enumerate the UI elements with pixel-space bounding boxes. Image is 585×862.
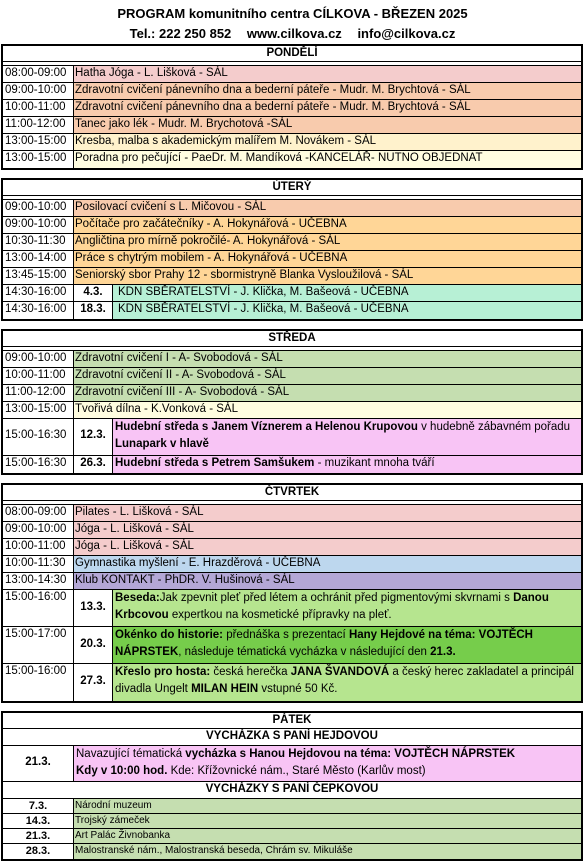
event-description (113, 456, 581, 473)
time-cell: 13:00-14:00 (3, 251, 74, 267)
event-text: expertkou na kosmetické přípravky na pleť. (168, 609, 392, 621)
activity-cell: Práce s chytrým mobilem - A. Hokynářová - UČEBNA (74, 251, 581, 267)
walk-row (3, 799, 581, 814)
activity-cell: Gymnastika myšlení - E. Hrazděrová - UČEBNA (74, 556, 581, 572)
schedule-row (3, 217, 581, 234)
time-cell: 10:00-11:30 (3, 556, 74, 572)
activity-cell: Kresba, malba s akademickým malířem M. Novákem - SÁL (74, 134, 581, 150)
walk-place: Národní muzeum (74, 799, 581, 813)
activity-cell: Poradna pro pečující - PaeDr. M. Mandíková -KANCELÁŘ- NUTNO OBJEDNAT (74, 151, 581, 168)
date-cell: 28.3. (3, 844, 74, 859)
time-cell: 14:30-16:00 (3, 285, 74, 301)
event-text: - muzikant mnoha tváří (314, 457, 435, 469)
time-cell: 14:30-16:00 (3, 302, 74, 319)
walk-place: Art Palác Živnobanka (74, 829, 581, 843)
spacer (0, 475, 585, 483)
activity-cell: Pilates - L. Lišková - SÁL (74, 505, 581, 521)
schedule-row (3, 302, 581, 319)
activity-cell: Hatha Jóga - L. Lišková - SÁL (74, 66, 581, 82)
date-cell: 13.3. (74, 590, 113, 626)
activity-cell: KDN SBĚRATELSTVÍ - J. Klička, M. Bašeová - UČEBNA (113, 302, 581, 319)
activity-cell: Tvořivá dílna - K.Vonková - SÁL (74, 402, 581, 418)
time-cell: 09:00-10:00 (3, 217, 74, 233)
time-cell: 15:00-16:30 (3, 456, 74, 473)
event-text: v hudebně zábavném pořadu (417, 421, 571, 433)
time-cell: 15:00-16:00 (3, 590, 74, 626)
activity-cell: KDN SBĚRATELSTVÍ - J. Klička, M. Bašeová - UČEBNA (113, 285, 581, 301)
date-cell: 4.3. (74, 285, 113, 301)
time-cell: 11:00-12:00 (3, 385, 74, 401)
schedule-row (3, 117, 581, 134)
page-title: PROGRAM komunitního centra CÍLKOVA - BŘEZEN 2025 (117, 6, 468, 21)
section-thursday (1, 483, 583, 703)
schedule-row (3, 385, 581, 402)
date-cell: 14.3. (3, 814, 74, 828)
time-cell: 09:00-10:00 (3, 83, 74, 99)
section-tuesday (1, 178, 583, 321)
date-cell: 12.3. (74, 419, 113, 455)
phone: Tel.: 222 250 852 (129, 26, 232, 41)
time-cell: 10:00-11:00 (3, 539, 74, 555)
time-cell: 13:00-15:00 (3, 151, 74, 168)
section-title-monday: PONDĚLÍ (3, 46, 581, 62)
event-description (113, 590, 581, 626)
activity-cell: Zdravotní cvičení II - A- Svobodová - SÁL (74, 368, 581, 384)
time-cell: 13:45-15:00 (3, 268, 74, 284)
event-text: Jak zpevnit pleť před létem a ochránit před pigmentovými skvrnami s (159, 592, 514, 604)
event-description (113, 627, 581, 663)
section-friday (1, 711, 583, 861)
event-price: vstupné 50 Kč. (258, 683, 338, 695)
event-topic: vycházka s Hanou Hejdovou na téma: VOJTĚCH NÁPRSTEK (185, 748, 516, 760)
event-title: Hudební středa s Janem Víznerem a Helenou Krupovou (115, 421, 418, 433)
event-guest: JANA ŠVANDOVÁ (290, 666, 390, 678)
schedule-row (3, 268, 581, 285)
event-title: Křeslo pro hosta: (115, 666, 211, 678)
event-text: Navazující tématická (76, 748, 186, 760)
time-cell: 08:00-09:00 (3, 66, 74, 82)
activity-cell: Zdravotní cvičení I - A- Svobodová - SÁL (74, 351, 581, 367)
event-topic: Hany Hejdové na téma: VOJTĚCH NÁPRSTEK (115, 629, 533, 658)
schedule-row (3, 556, 581, 573)
time-cell: 08:00-09:00 (3, 505, 74, 521)
event-row (3, 456, 581, 473)
event-guest: Danou Krbcovou (115, 592, 549, 621)
activity-cell: Jóga - L. Lišková - SÁL (74, 539, 581, 555)
schedule-row (3, 402, 581, 419)
event-place: Kde: Křížovnické nám., Staré Město (Karlův most) (167, 765, 426, 777)
walk-place: Trojský zámeček (74, 814, 581, 828)
event-program: Lunapark v hlavě (115, 438, 209, 450)
schedule-row (3, 351, 581, 368)
section-title-wednesday: STŘEDA (3, 331, 581, 347)
date-cell: 18.3. (74, 302, 113, 319)
section-title-tuesday: ÚTERÝ (3, 180, 581, 196)
time-cell: 13:00-15:00 (3, 402, 74, 418)
event-row (3, 627, 581, 664)
event-description (74, 746, 581, 781)
event-title: Beseda: (115, 592, 160, 604)
activity-cell: Tanec jako lék - Mudr. M. Brychotová -SÁL (74, 117, 581, 133)
activity-cell: Zdravotní cvičení pánevního dna a bederní páteře - Mudr. M. Brychtová - SÁL (74, 100, 581, 116)
spacer (0, 703, 585, 711)
event-title: Okénko do historie: (115, 629, 223, 641)
time-cell: 09:00-10:00 (3, 200, 74, 216)
schedule-row (3, 522, 581, 539)
section-monday (1, 44, 583, 170)
time-cell: 15:00-16:00 (3, 664, 74, 701)
walk-place: Malostranské nám., Malostranská beseda, Chrám sv. Mikuláše (74, 844, 581, 859)
activity-cell: Zdravotní cvičení pánevního dna a bederní páteře - Mudr. M. Brychtová - SÁL (74, 83, 581, 99)
section-wednesday (1, 329, 583, 475)
schedule-row (3, 100, 581, 117)
time-cell: 13:00-15:00 (3, 134, 74, 150)
event-row (3, 419, 581, 456)
activity-cell: Posilovací cvičení s L. Mičovou - SÁL (74, 200, 581, 216)
time-cell: 09:00-10:00 (3, 351, 74, 367)
activity-cell: Seniorský sbor Prahy 12 - sbormistryně Blanka Vysloužilová - SÁL (74, 268, 581, 284)
time-cell: 13:00-14:30 (3, 573, 74, 589)
activity-cell: Zdravotní cvičení III - A- Svobodová - SÁL (74, 385, 581, 401)
event-guest: MILAN HEIN (191, 683, 259, 695)
walk-row (3, 829, 581, 844)
date-cell: 26.3. (74, 456, 113, 473)
walk-row (3, 814, 581, 829)
schedule-row (3, 200, 581, 217)
schedule-row (3, 151, 581, 168)
email-link[interactable]: info@cilkova.cz (357, 26, 456, 41)
time-cell: 09:00-10:00 (3, 522, 74, 538)
time-cell: 15:00-16:30 (3, 419, 74, 455)
section-title-thursday: ČTVRTEK (3, 485, 581, 501)
schedule-row (3, 505, 581, 522)
activity-cell: Jóga - L. Lišková - SÁL (74, 522, 581, 538)
event-date: 21.3. (430, 646, 456, 658)
event-row (3, 746, 581, 782)
subsection-title-cepkova: VYCHÁZKY S PANÍ ČEPKOVOU (3, 782, 581, 799)
time-cell: 15:00-17:00 (3, 627, 74, 663)
schedule-row (3, 285, 581, 302)
spacer (0, 170, 585, 178)
date-cell: 21.3. (3, 829, 74, 843)
spacer (0, 321, 585, 329)
event-text: česká herečka (210, 666, 291, 678)
event-text: a český herec zakladatel a principál divadla Ungelt (115, 666, 574, 695)
event-description (113, 419, 581, 455)
schedule-row (3, 83, 581, 100)
time-cell: 10:00-11:00 (3, 368, 74, 384)
date-cell: 27.3. (74, 664, 113, 701)
contact-line (0, 26, 585, 42)
schedule-row (3, 539, 581, 556)
event-row (3, 590, 581, 627)
event-title: Hudební středa s Petrem Samšukem (115, 457, 315, 469)
section-title-friday: PÁTEK (3, 713, 581, 729)
schedule-row (3, 134, 581, 151)
schedule-row (3, 573, 581, 590)
event-text: přednáška s prezentací (223, 629, 349, 641)
event-row (3, 664, 581, 701)
subsection-title-hejdova: VYCHÁZKA S PANÍ HEJDOVOU (3, 729, 581, 746)
walk-row (3, 844, 581, 859)
activity-cell: Počítače pro začátečníky - A. Hokynářová - UČEBNA (74, 217, 581, 233)
schedule-row (3, 234, 581, 251)
time-cell: 10:30-11:30 (3, 234, 74, 250)
event-description (113, 664, 581, 701)
website-link[interactable]: www.cilkova.cz (246, 26, 342, 41)
event-text: , následuje tématická vycházka v následující den (178, 646, 431, 658)
date-cell: 7.3. (3, 799, 74, 813)
schedule-row (3, 66, 581, 83)
time-cell: 11:00-12:00 (3, 117, 74, 133)
event-time: Kdy v 10:00 hod. (76, 765, 168, 777)
schedule-row (3, 368, 581, 385)
date-cell: 21.3. (3, 746, 74, 781)
date-cell: 20.3. (74, 627, 113, 663)
activity-cell: Angličtina pro mírně pokročilé- A. Hokynářová - SÁL (74, 234, 581, 250)
page-header (0, 6, 585, 42)
activity-cell: Klub KONTAKT - PhDR. V. Hušinová - SÁL (74, 573, 581, 589)
schedule-row (3, 251, 581, 268)
time-cell: 10:00-11:00 (3, 100, 74, 116)
